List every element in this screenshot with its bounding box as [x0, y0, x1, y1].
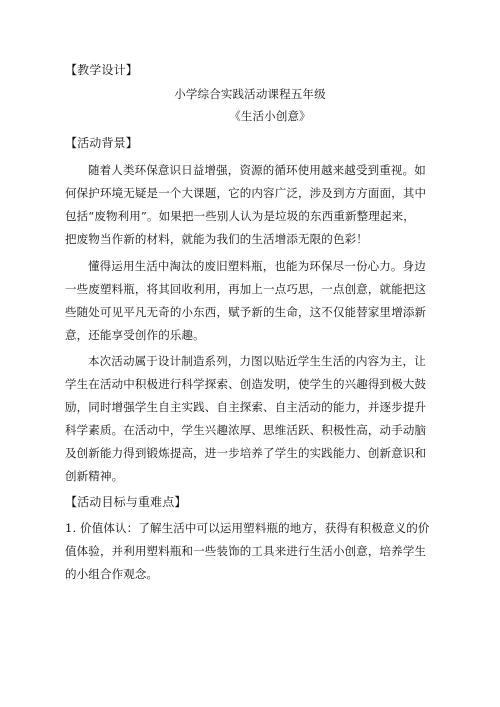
- paragraph1-line: 何保护环境无疑是一个大课题，它的内容广泛，涉及到方方面面，其中: [65, 186, 427, 200]
- lesson-title: 《生活小创意》: [229, 109, 311, 123]
- heading-goals: 【活动目标与重难点】: [65, 495, 187, 509]
- paragraph3-line: 励，同时增强学生自主实践、自主探索、自主活动的能力，并逐步提升: [65, 400, 427, 414]
- heading-teaching-design: 【教学设计】: [65, 63, 138, 77]
- paragraph1-line: 把废物当作新的材料，就能为我们的生活增添无限的色彩！: [65, 232, 368, 246]
- paragraph3-line: 本次活动属于设计制造系列，力图以贴近学生生活的内容为主，让: [88, 354, 426, 368]
- paragraph3-line: 学生在活动中积极进行科学探索、创造发明，使学生的兴趣得到极大鼓: [65, 377, 427, 391]
- paragraph3-line: 及创新能力得到锻炼提高，进一步培养了学生的实践能力、创新意识和: [65, 446, 427, 460]
- paragraph2-line: 懂得运用生活中淘汰的废旧塑料瓶，也能为环保尽一份心力。身边: [88, 259, 426, 273]
- paragraph2-line: 意，还能享受创作的乐趣。: [65, 328, 205, 342]
- course-title: 小学综合实践活动课程五年级: [174, 87, 326, 101]
- goal1-line: 的小组合作观念。: [65, 567, 159, 581]
- goal1-line: 值体验，并利用塑料瓶和一些装饰的工具来进行生活小创意，培养学生: [65, 544, 427, 558]
- paragraph2-line: 些随处可见平凡无奇的小东西，赋予新的生命，这不仅能替家里增添新: [65, 305, 427, 319]
- heading-activity-background: 【活动背景】: [65, 136, 138, 150]
- paragraph2-line: 一些废塑料瓶，将其回收利用，再加上一点巧思，一点创意，就能把这: [65, 282, 427, 296]
- paragraph3-line: 科学素质。在活动中，学生兴趣浓厚、思维活跃、积极性高，动手动脑: [65, 423, 427, 437]
- goal1-line: 1. 价值体认：了解生活中可以运用塑料瓶的地方，获得有积极意义的价: [65, 521, 430, 535]
- paragraph1-line: 包括“废物利用”。如果把一些别人认为是垃圾的东西重新整理起来，: [65, 209, 415, 223]
- paragraph3-line: 创新精神。: [65, 469, 124, 483]
- paragraph1-line: 随着人类环保意识日益增强，资源的循环使用越来越受到重视。如: [88, 163, 426, 177]
